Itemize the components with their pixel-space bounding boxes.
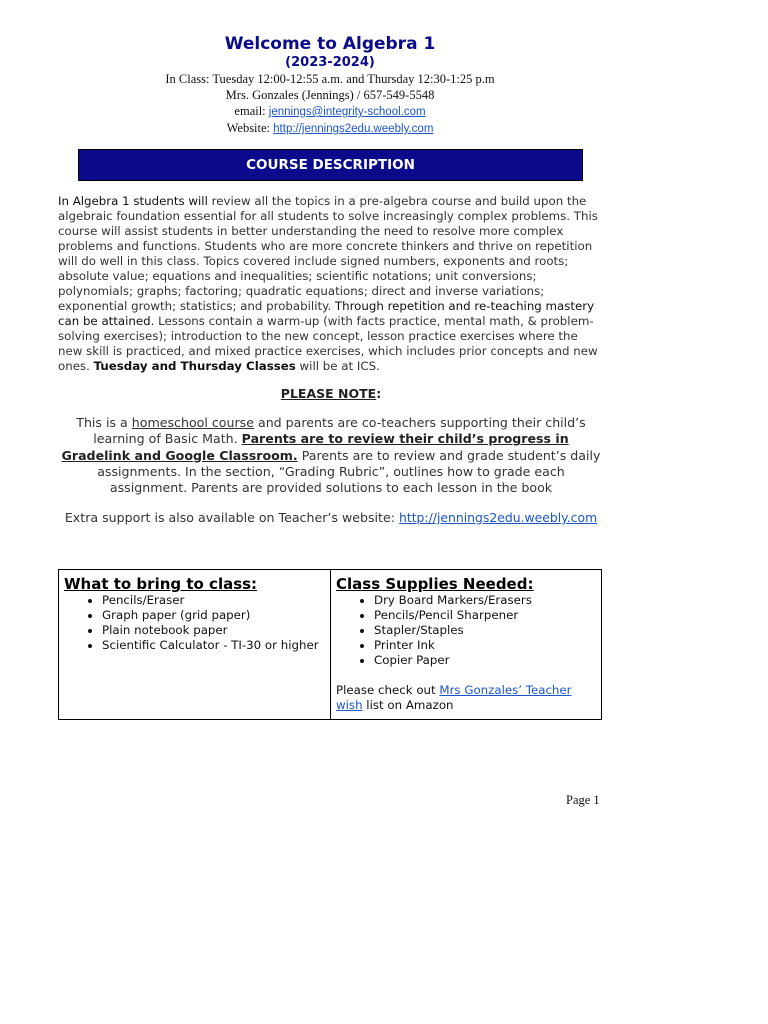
bring-column bbox=[59, 570, 330, 719]
wish-list-link[interactable]: Mrs Gonzales’ Teacher wish bbox=[336, 683, 572, 712]
description-days: Tuesday and Thursday Classes bbox=[93, 359, 296, 373]
homeschool-course: homeschool course bbox=[131, 415, 254, 430]
extra-support-link[interactable]: http://jennings2edu.weebly.com bbox=[398, 510, 598, 525]
extra-support-label: Extra support is also available on Teacher’s website: bbox=[64, 510, 399, 525]
list-item: • Printer Ink bbox=[374, 638, 596, 653]
list-item: • Dry Board Markers/Erasers bbox=[374, 593, 596, 608]
website-link[interactable]: http://jennings2edu.weebly.com bbox=[273, 123, 434, 135]
course-description-banner: COURSE DESCRIPTION bbox=[78, 149, 583, 181]
supplies-heading: Class Supplies Needed: bbox=[336, 575, 534, 593]
list-item: • Scientific Calculator - TI-30 or higher bbox=[102, 638, 325, 653]
list-item: • Pencils/Eraser bbox=[102, 593, 325, 608]
email-line bbox=[0, 103, 660, 120]
list-item: • Plain notebook paper bbox=[102, 623, 325, 638]
page-number: Page 1 bbox=[566, 793, 600, 807]
list-item: • Pencils/Pencil Sharpener bbox=[374, 608, 596, 623]
description-body-1: review all the topics in a pre-algebra course and build upon the algebraic foundation essential for all students to solve increasingly complex problems. This course will assist students in better understanding the need to resolve more complex problems and functions. Students who are more concrete thinkers and thrive on repetition will do well in this class. Topics covered include signed numbers, exponents and roots; absolute value; equations and inequalities; scientific notations; unit conversions; polynomials; graphs; factoring; quadratic equations; direct and inverse variations; exponential growth; statistics; and probability. bbox=[58, 194, 598, 313]
extra-support-line bbox=[58, 510, 604, 525]
wish-list-line bbox=[336, 683, 596, 713]
document-header bbox=[0, 34, 660, 137]
page-title: Welcome to Algebra 1 bbox=[224, 34, 436, 54]
teacher-contact: Mrs. Gonzales (Jennings) / 657-549-5548 bbox=[225, 88, 435, 102]
supplies-column bbox=[330, 570, 601, 719]
class-schedule: In Class: Tuesday 12:00-12:55 a.m. and Thursday 12:30-1:25 p.m bbox=[165, 72, 495, 86]
parents-review-notice: Parents are to review their child’s progress in Gradelink and Google Classroom. bbox=[61, 431, 569, 463]
school-year: (2023-2024) bbox=[285, 55, 375, 70]
wish-post: list on Amazon bbox=[362, 698, 454, 712]
website-label: Website: bbox=[226, 121, 274, 135]
wish-pre: Please check out bbox=[336, 683, 440, 697]
website-line bbox=[0, 120, 660, 137]
description-emphasis: Through repetition and re-teaching mastery can be attained. bbox=[58, 299, 595, 328]
supplies-list bbox=[336, 593, 596, 668]
bring-list bbox=[64, 593, 325, 653]
description-tail: will be at ICS. bbox=[295, 359, 380, 373]
list-item: • Graph paper (grid paper) bbox=[102, 608, 325, 623]
email-link[interactable]: jennings@integrity-school.com bbox=[268, 106, 426, 118]
please-note-colon: : bbox=[376, 386, 382, 401]
please-note-label: PLEASE NOTE bbox=[280, 386, 377, 401]
note-part-3: Parents are to review and grade student’s daily assignments. In the section, “Grading Rubric”, outlines how to grade each assignment. Parents are provided solutions to each lesson in the book bbox=[97, 447, 601, 496]
note-part-1: This is a bbox=[76, 415, 132, 430]
description-body-2: Lessons contain a warm-up (with facts practice, mental math, & problem-solving exercises); introduction to the new concept, lesson practice exercises where the new skill is practiced, and mixed practice exercises, which includes prior concepts and new ones. bbox=[58, 314, 598, 373]
description-lead: In Algebra 1 students will bbox=[58, 194, 208, 208]
please-note-heading bbox=[58, 386, 604, 401]
supplies-table bbox=[58, 569, 602, 720]
email-label: email: bbox=[234, 104, 269, 118]
note-part-2: and parents are co-teachers supporting their child’s learning of Basic Math. bbox=[93, 415, 586, 447]
list-item: • Copier Paper bbox=[374, 653, 596, 668]
list-item: • Stapler/Staples bbox=[374, 623, 596, 638]
bring-heading: What to bring to class: bbox=[64, 575, 258, 593]
course-description bbox=[58, 194, 604, 374]
please-note-body bbox=[58, 415, 604, 496]
